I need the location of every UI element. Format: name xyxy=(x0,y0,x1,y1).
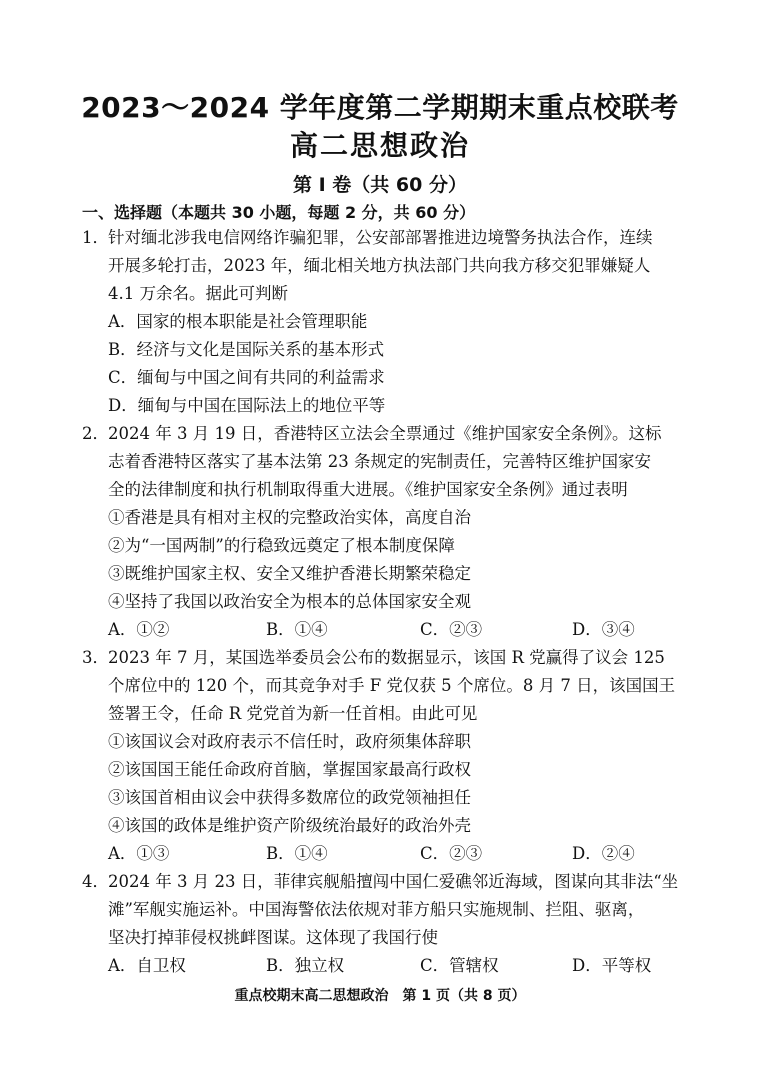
question-text-line: 志着香港特区落实了基本法第 23 条规定的宪制责任，完善特区维护国家安 xyxy=(108,452,651,471)
question-number: 1． xyxy=(82,228,109,247)
option-a: A．国家的根本职能是社会管理职能 xyxy=(108,312,368,331)
question-number: 3． xyxy=(82,648,109,667)
question-text-line: 个席位中的 120 个，而其竞争对手 F 党仅获 5 个席位。8 月 7 日，该国国王 xyxy=(108,676,676,695)
option-c: C．②③ xyxy=(420,620,483,639)
option-c: C．②③ xyxy=(420,844,483,863)
statement-2: ②该国国王能任命政府首脑，掌握国家最高行政权 xyxy=(108,760,471,779)
question-text-line: 坚决打掉菲侵权挑衅图谋。这体现了我国行使 xyxy=(108,928,438,947)
statement-3: ③该国首相由议会中获得多数席位的政党领袖担任 xyxy=(108,788,471,807)
question-text-line: 全的法律制度和执行机制取得重大进展。《维护国家安全条例》通过表明 xyxy=(108,480,628,499)
option-d: D．平等权 xyxy=(572,956,652,975)
section-heading: 一、选择题（本题共 30 小题，每题 2 分，共 60 分） xyxy=(82,203,476,222)
option-a: A．①② xyxy=(108,620,170,639)
statement-1: ①香港是具有相对主权的完整政治实体，高度自治 xyxy=(108,508,471,527)
option-b: B．经济与文化是国际关系的基本形式 xyxy=(108,340,385,359)
option-c: C．管辖权 xyxy=(420,956,499,975)
exam-title: 2023～2024 学年度第二学期期末重点校联考 xyxy=(81,91,679,124)
question-text-line: 2024 年 3 月 19 日，香港特区立法会全票通过《维护国家安全条例》。这标 xyxy=(108,424,662,443)
page-footer: 重点校期末高二思想政治 第 1 页（共 8 页） xyxy=(234,988,526,1004)
option-d: D．②④ xyxy=(572,844,635,863)
statement-2: ②为“一国两制”的行稳致远奠定了根本制度保障 xyxy=(108,536,455,555)
statement-3: ③既维护国家主权、安全又维护香港长期繁荣稳定 xyxy=(108,564,471,583)
statement-4: ④坚持了我国以政治安全为根本的总体国家安全观 xyxy=(108,592,471,611)
option-a: A．自卫权 xyxy=(108,956,186,975)
option-b: B．①④ xyxy=(266,620,328,639)
volume-heading: 第 Ⅰ 卷（共 60 分） xyxy=(293,174,467,196)
option-b: B．①④ xyxy=(266,844,328,863)
question-text-line: 4.1 万余名。据此可判断 xyxy=(108,284,288,303)
question-text-line: 滩”军舰实施运补。中国海警依法依规对菲方船只实施规制、拦阻、驱离， xyxy=(108,900,645,919)
question-number: 2． xyxy=(82,424,109,443)
question-text-line: 签署王令，任命 R 党党首为新一任首相。由此可见 xyxy=(108,704,478,723)
statement-1: ①该国议会对政府表示不信任时，政府须集体辞职 xyxy=(108,732,471,751)
option-a: A．①③ xyxy=(108,844,170,863)
question-text-line: 针对缅北涉我电信网络诈骗犯罪，公安部部署推进边境警务执法合作，连续 xyxy=(108,228,653,247)
option-d: D．缅甸与中国在国际法上的地位平等 xyxy=(108,396,386,415)
subject-title: 高二思想政治 xyxy=(289,129,470,162)
question-number: 4． xyxy=(82,872,109,891)
option-b: B．独立权 xyxy=(266,956,345,975)
option-c: C．缅甸与中国之间有共同的利益需求 xyxy=(108,368,385,387)
question-text-line: 2023 年 7 月，某国选举委员会公布的数据显示，该国 R 党赢得了议会 125 xyxy=(108,648,665,667)
option-d: D．③④ xyxy=(572,620,635,639)
question-text-line: 开展多轮打击，2023 年，缅北相关地方执法部门共向我方移交犯罪嫌疑人 xyxy=(108,256,651,275)
statement-4: ④该国的政体是维护资产阶级统治最好的政治外壳 xyxy=(108,816,471,835)
question-text-line: 2024 年 3 月 23 日，菲律宾舰船擅闯中国仁爱礁邻近海域，图谋向其非法“坐 xyxy=(108,872,679,891)
